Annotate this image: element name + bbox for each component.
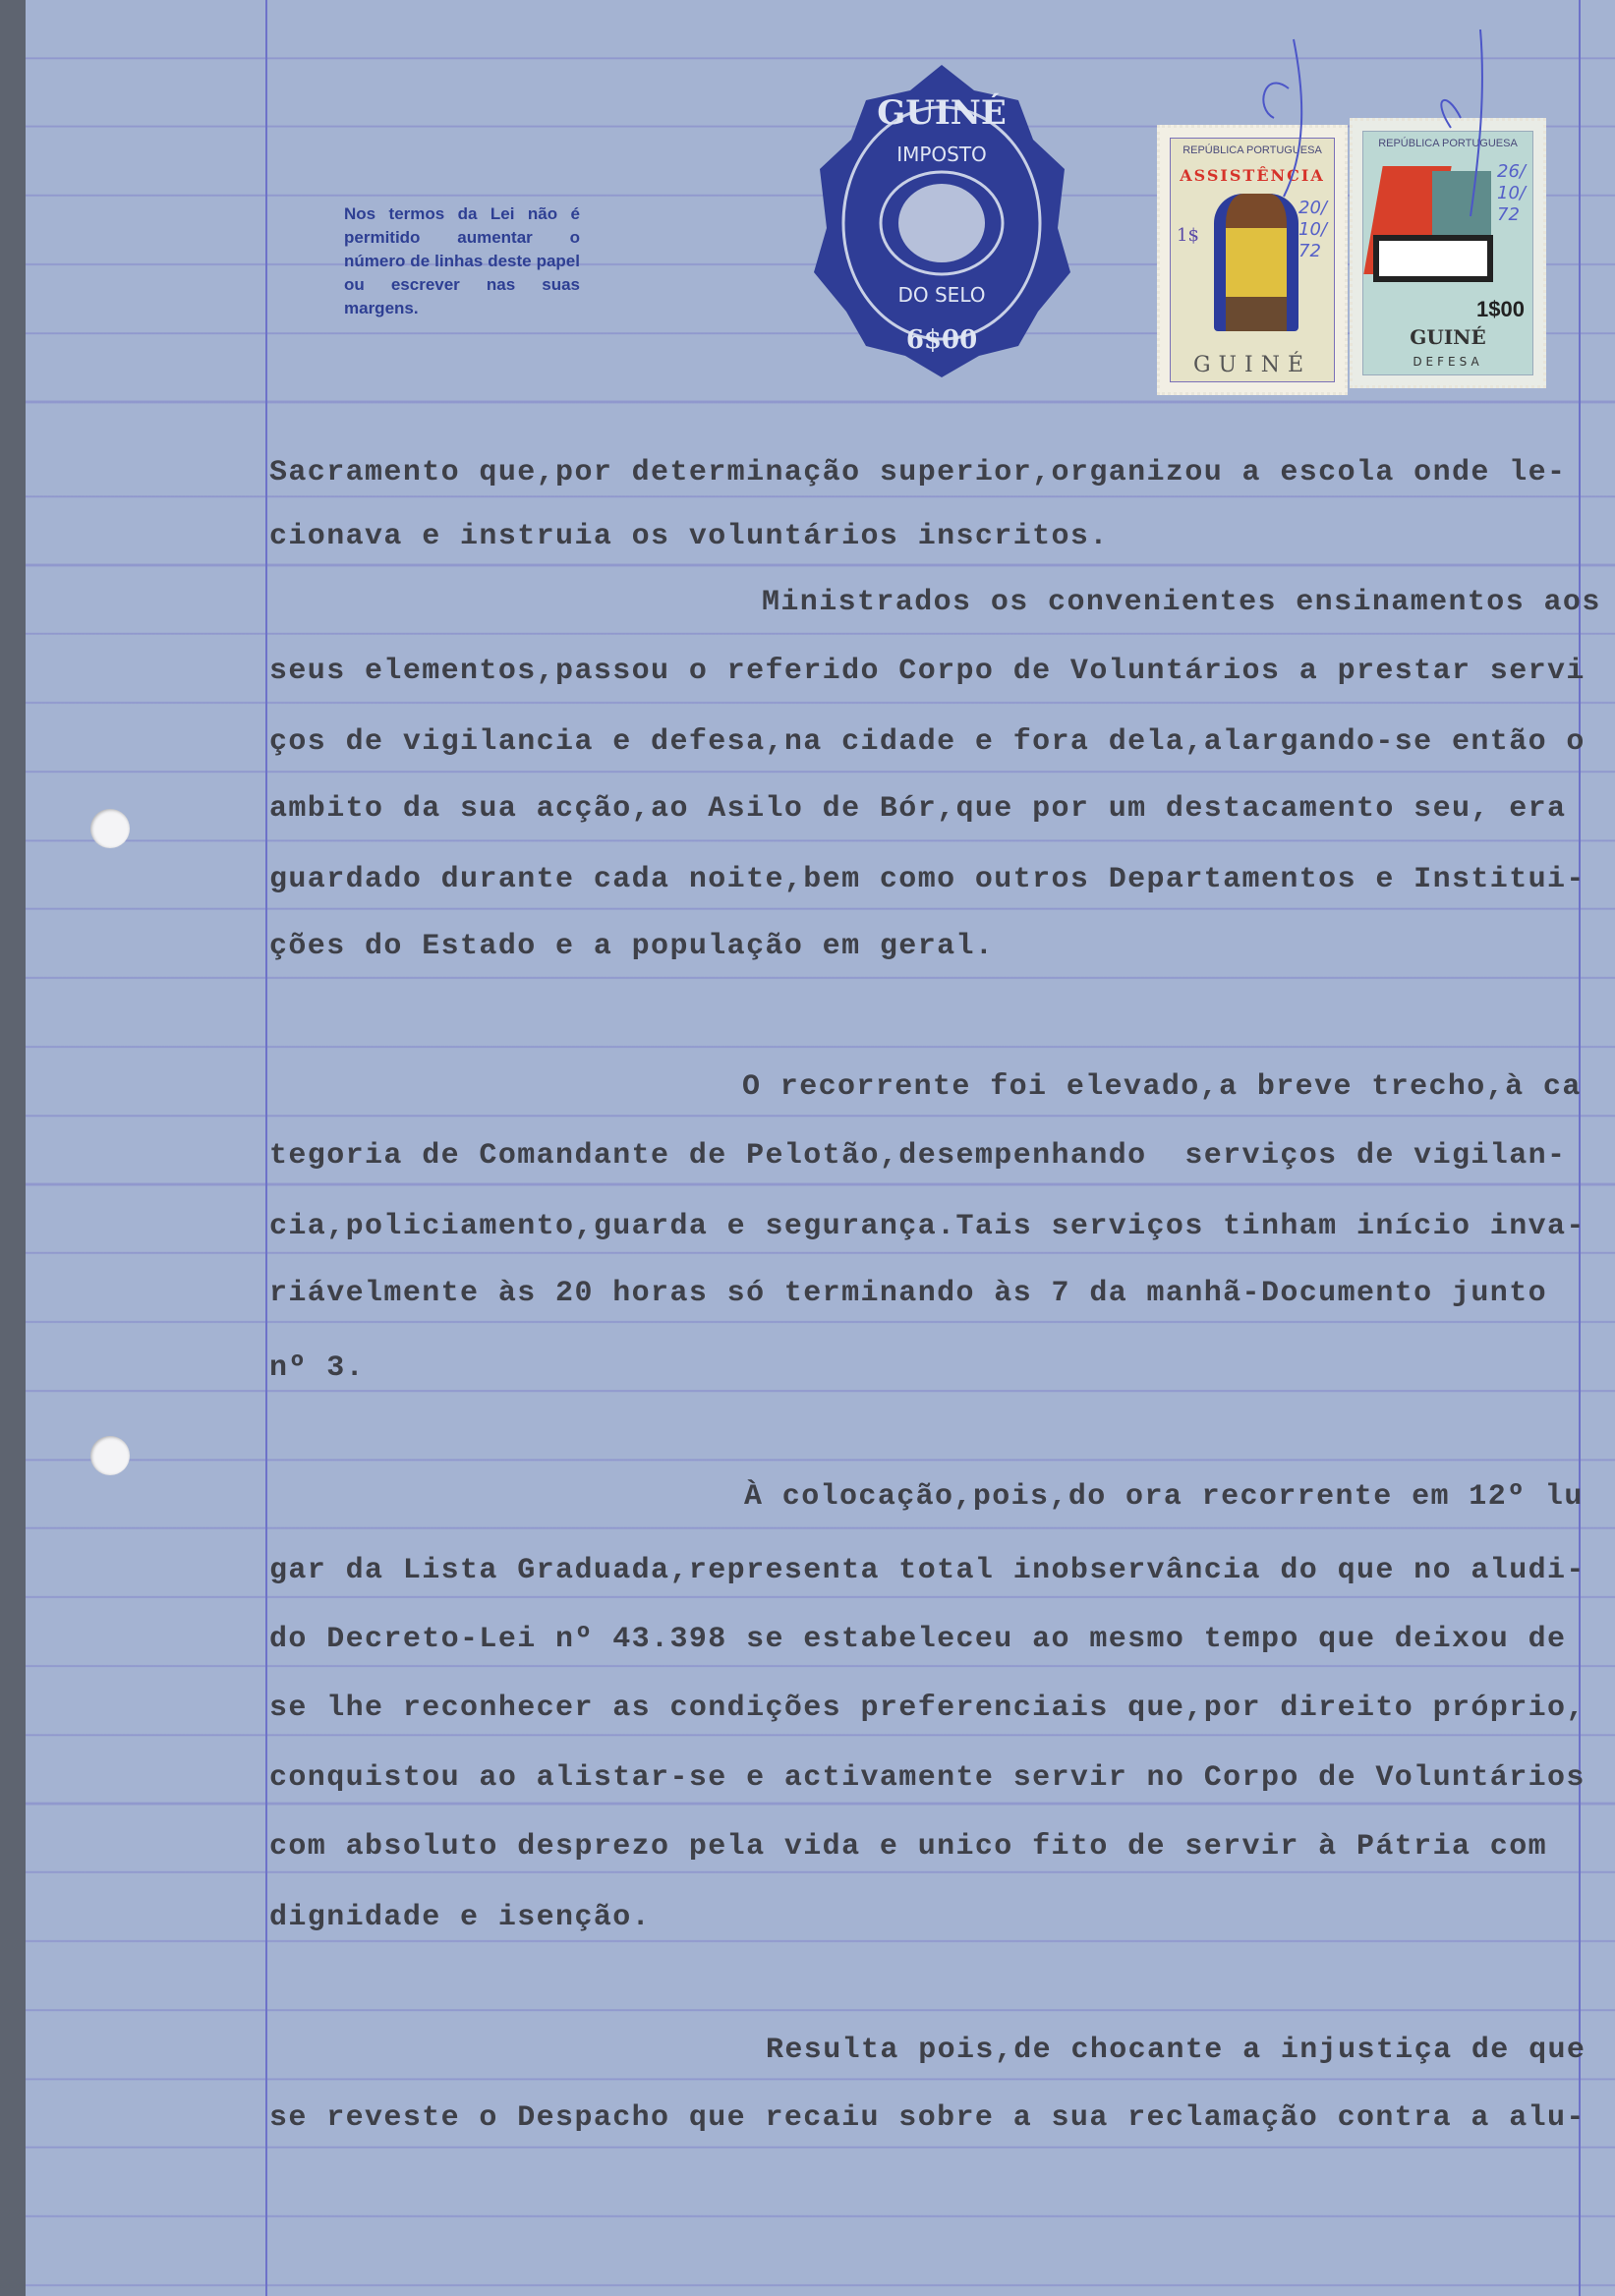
handwritten-date: 26/10/72 [1497,161,1526,225]
right-margin-line [1579,0,1581,2296]
text-line: À colocação,pois,do ora recorrente em 12º lu [744,1480,1584,1514]
stamp-value: 1$00 [1476,297,1525,321]
stamp-overprint: ASSISTÊNCIA [1180,166,1325,185]
text-line: com absoluto desprezo pela vida e unico fito de servir à Pátria com [269,1830,1547,1864]
text-line: ções do Estado e a população em geral. [269,930,995,963]
handwritten-date: 20/10/72 [1298,198,1327,261]
stamp-country: GUINÉ [1410,325,1486,349]
text-line: se lhe reconhecer as condições preferenciais que,por direito próprio, [269,1692,1586,1725]
text-line: riávelmente às 20 horas só terminando às 7 da manhã-Documento junto [269,1277,1547,1310]
text-line: conquistou ao alistar-se e activamente servir no Corpo de Voluntários [269,1761,1586,1795]
stamp-subtitle: DEFESA [1413,355,1483,369]
stamp-header: REPÚBLICA PORTUGUESA [1182,144,1322,156]
text-line: Ministrados os convenientes ensinamentos aos [762,586,1601,619]
hands-illustration [1373,235,1493,282]
tax-seal-icon [807,61,1077,380]
stamp-country: GUINÉ [1192,353,1312,377]
legal-notice: Nos termos da Lei não é permitido aumentar o número de linhas deste papel ou escrever nas suas margens. [344,204,580,317]
seal-country: GUINÉ [877,93,1007,133]
text-line: do Decreto-Lei nº 43.398 se estabeleceu ao mesmo tempo que deixou de [269,1623,1567,1656]
text-line: cionava e instruia os voluntários inscritos. [269,520,1109,553]
left-margin-line [265,0,267,2296]
punch-hole [90,1436,130,1475]
text-line: se reveste o Despacho que recaiu sobre a sua reclamação contra a alu- [269,2101,1586,2135]
seal-value: 6$00 [905,325,978,355]
text-line: Sacramento que,por determinação superior,organizou a escola onde le- [269,456,1567,489]
text-line: ços de vigilancia e defesa,na cidade e fora dela,alargando-se então o [269,725,1586,759]
text-line: dignidade e isenção. [269,1901,652,1934]
text-line: O recorrente foi elevado,a breve trecho,à ca [742,1070,1582,1104]
text-line: Resulta pois,de chocante a injustiça de que [766,2034,1586,2067]
text-line: tegoria de Comandante de Pelotão,desempenhando serviços de vigilan- [269,1139,1567,1173]
text-line: cia,policiamento,guarda e segurança.Tais serviços tinham início inva- [269,1210,1586,1243]
text-line: seus elementos,passou o referido Corpo de Voluntários a prestar servi [269,655,1586,688]
text-line: guardado durante cada noite,bem como outros Departamentos e Institui- [269,863,1586,896]
stamp-header: REPÚBLICA PORTUGUESA [1378,138,1518,149]
seal-word1: IMPOSTO [896,143,987,166]
text-line: nº 3. [269,1351,366,1385]
seal-word2: DO SELO [897,283,986,307]
text-line: gar da Lista Graduada,representa total inobservância do que no aludi- [269,1554,1586,1587]
stamp-value: 1$ [1177,225,1199,246]
handwritten-initials-icon [1235,29,1569,226]
text-line: ambito da sua acção,ao Asilo de Bór,que por um destacamento seu, era [269,792,1567,826]
punch-hole [90,809,130,848]
document-page [26,0,1615,2296]
